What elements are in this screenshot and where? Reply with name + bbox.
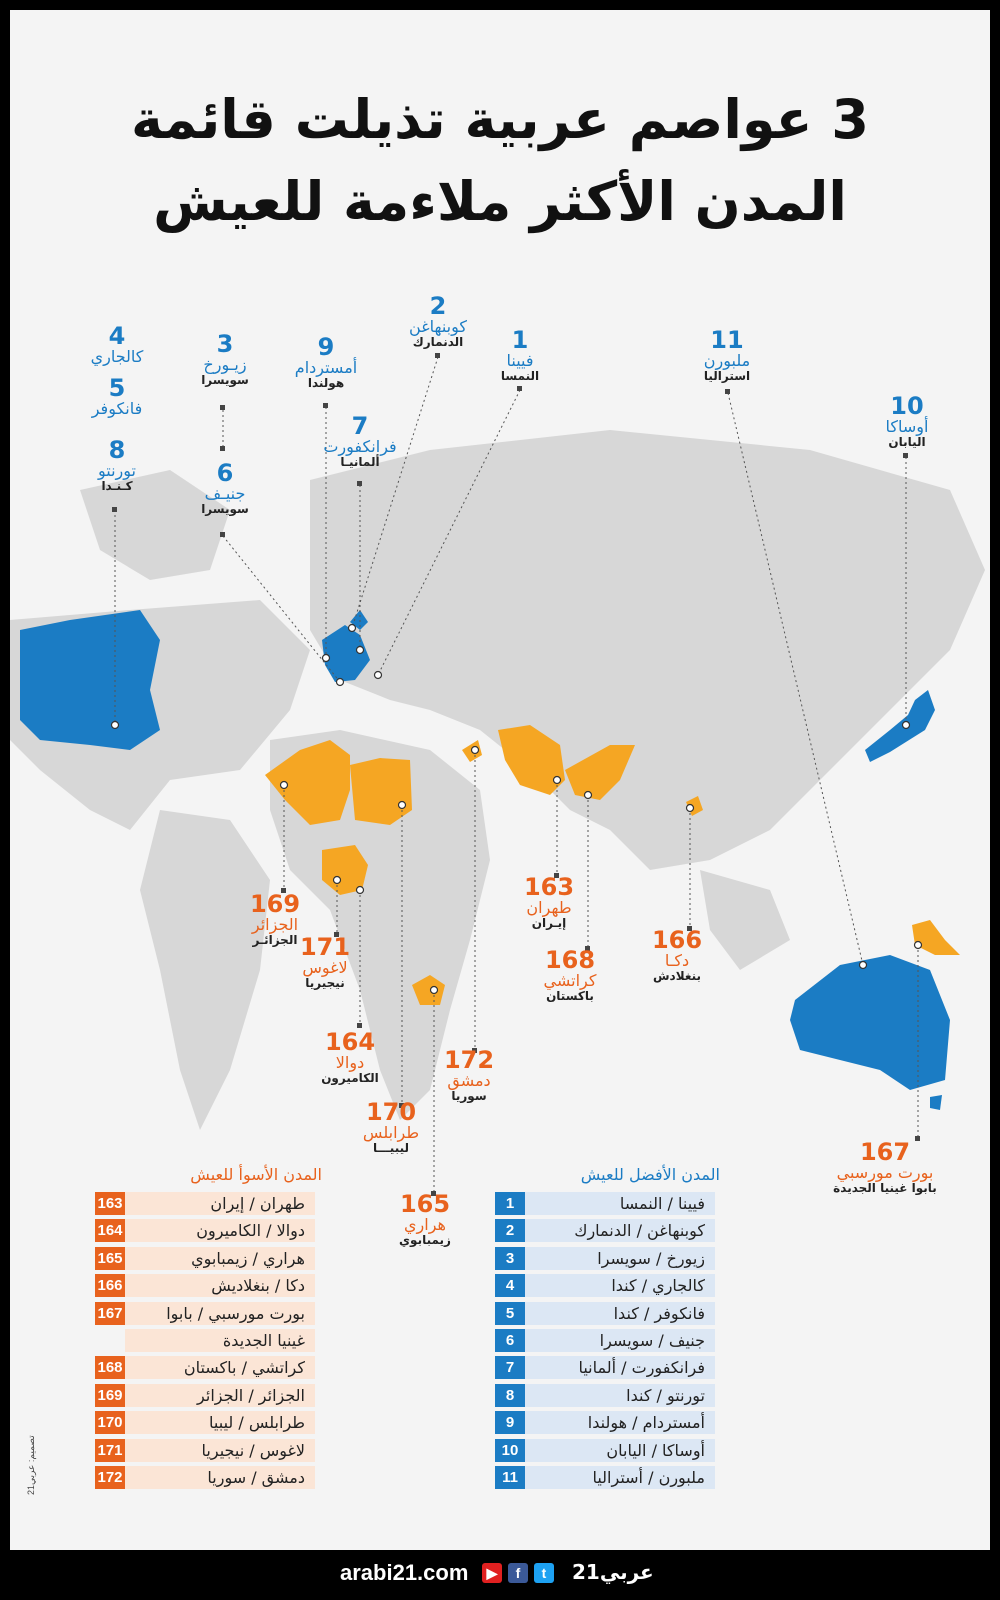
label-tripoli: 170 طرابلس ليبيـــا bbox=[362, 1098, 420, 1155]
arabi21-logo: عربي21 bbox=[572, 1560, 654, 1584]
row-rank: 10 bbox=[495, 1439, 525, 1462]
row-rank: 6 bbox=[495, 1329, 525, 1352]
label-amsterdam: 9 أمستردام هولندا bbox=[294, 333, 358, 390]
row-text: غينيا الجديدة bbox=[125, 1329, 315, 1352]
row-rank: 168 bbox=[95, 1356, 125, 1379]
label-lagos: 171 لاغوس نيجيريا bbox=[299, 933, 351, 990]
table-row bbox=[95, 1466, 315, 1489]
twitter-icon[interactable]: t bbox=[534, 1563, 554, 1583]
table-row bbox=[95, 1411, 315, 1434]
table-row bbox=[495, 1411, 715, 1434]
row-text: تورنتو / كندا bbox=[525, 1384, 715, 1407]
label-osaka: 10 أوساكا اليابان bbox=[885, 392, 929, 449]
label-karachi: 168 كراتشي باكستان bbox=[543, 946, 597, 1003]
row-text: فيينا / النمسا bbox=[525, 1192, 715, 1215]
row-rank: 7 bbox=[495, 1356, 525, 1379]
table-row bbox=[495, 1192, 715, 1215]
row-text: طرابلس / ليبيا bbox=[125, 1411, 315, 1434]
table-row bbox=[95, 1356, 315, 1379]
row-rank: 171 bbox=[95, 1439, 125, 1462]
label-harare: 165 هراري زيمبابوي bbox=[399, 1190, 451, 1247]
row-text: فانكوفر / كندا bbox=[525, 1302, 715, 1325]
label-algiers: 169 الجزائر الجزائـر bbox=[249, 890, 301, 947]
row-rank: 165 bbox=[95, 1247, 125, 1270]
table-row bbox=[495, 1439, 715, 1462]
row-rank: 172 bbox=[95, 1466, 125, 1489]
facebook-icon[interactable]: f bbox=[508, 1563, 528, 1583]
title-line-2: المدن الأكثر ملاءمة للعيش bbox=[153, 170, 847, 233]
label-vienna: 1 فيينا النمسا bbox=[500, 326, 540, 383]
table-row bbox=[495, 1384, 715, 1407]
site-url[interactable]: arabi21.com bbox=[340, 1560, 469, 1585]
row-rank: 1 bbox=[495, 1192, 525, 1215]
row-rank: 169 bbox=[95, 1384, 125, 1407]
infographic bbox=[10, 10, 990, 1550]
row-rank: 8 bbox=[495, 1384, 525, 1407]
row-rank: 170 bbox=[95, 1411, 125, 1434]
label-zurich: 3 زيـورخ سويسرا bbox=[201, 330, 249, 387]
table-row bbox=[95, 1302, 315, 1325]
table-row bbox=[495, 1247, 715, 1270]
label-geneva: 6 جنيـف سويسرا bbox=[201, 459, 249, 516]
row-rank: 5 bbox=[495, 1302, 525, 1325]
table-row bbox=[95, 1192, 315, 1215]
footer-bar bbox=[0, 1550, 1000, 1600]
label-calgary: 4 كالجاري bbox=[90, 322, 144, 367]
worst-list-title: المدن الأسوأ للعيش bbox=[190, 1165, 322, 1184]
row-text: كراتشي / باكستان bbox=[125, 1356, 315, 1379]
label-frankfurt: 7 فرانكفورت ألمانيـا bbox=[323, 412, 397, 469]
row-text: أوساكا / اليابان bbox=[525, 1439, 715, 1462]
row-rank bbox=[95, 1329, 125, 1352]
best-list-title: المدن الأفضل للعيش bbox=[580, 1165, 720, 1184]
row-text: ملبورن / أستراليا bbox=[525, 1466, 715, 1489]
table-row bbox=[495, 1274, 715, 1297]
label-melbourne: 11 ملبورن استراليا bbox=[703, 326, 751, 383]
row-text: دمشق / سوريا bbox=[125, 1466, 315, 1489]
table-row bbox=[95, 1219, 315, 1242]
table-row bbox=[495, 1356, 715, 1379]
row-rank: 167 bbox=[95, 1302, 125, 1325]
row-text: بورت مورسبي / بابوا bbox=[125, 1302, 315, 1325]
row-text: كوبنهاغن / الدنمارك bbox=[525, 1219, 715, 1242]
row-rank: 11 bbox=[495, 1466, 525, 1489]
table-row bbox=[95, 1439, 315, 1462]
youtube-icon[interactable]: ▶ bbox=[482, 1563, 502, 1583]
label-copenhagen: 2 كوبنهاغن الدنمارك bbox=[409, 292, 467, 349]
label-toronto: 8 تورنتو كـنـدا bbox=[98, 436, 136, 493]
label-damascus: 172 دمشق سوريا bbox=[443, 1046, 495, 1103]
table-row bbox=[495, 1302, 715, 1325]
table-row bbox=[95, 1274, 315, 1297]
title-line-1: 3 عواصم عربية تذيلت قائمة bbox=[131, 88, 869, 151]
table-row bbox=[95, 1329, 315, 1352]
row-rank: 2 bbox=[495, 1219, 525, 1242]
label-dhaka: 166 دكـا بنغلادش bbox=[651, 926, 703, 983]
row-text: جنيف / سويسرا bbox=[525, 1329, 715, 1352]
row-text: أمستردام / هولندا bbox=[525, 1411, 715, 1434]
design-credit: تصميم: عربي21 bbox=[26, 1435, 36, 1495]
label-port-moresby: 167 بورت مورسبي بابوا غينيا الجديدة bbox=[833, 1138, 937, 1195]
table-row bbox=[495, 1466, 715, 1489]
row-text: لاغوس / نيجيريا bbox=[125, 1439, 315, 1462]
row-text: طهران / إيران bbox=[125, 1192, 315, 1215]
row-rank: 9 bbox=[495, 1411, 525, 1434]
row-text: فرانكفورت / ألمانيا bbox=[525, 1356, 715, 1379]
row-rank: 166 bbox=[95, 1274, 125, 1297]
row-text: هراري / زيمبابوي bbox=[125, 1247, 315, 1270]
row-rank: 4 bbox=[495, 1274, 525, 1297]
row-rank: 163 bbox=[95, 1192, 125, 1215]
row-rank: 3 bbox=[495, 1247, 525, 1270]
table-row bbox=[95, 1247, 315, 1270]
row-text: دكا / بنغلاديش bbox=[125, 1274, 315, 1297]
row-text: زيورخ / سويسرا bbox=[525, 1247, 715, 1270]
table-row bbox=[95, 1384, 315, 1407]
row-text: الجزائر / الجزائر bbox=[125, 1384, 315, 1407]
row-text: كالجاري / كندا bbox=[525, 1274, 715, 1297]
row-rank: 164 bbox=[95, 1219, 125, 1242]
row-text: دوالا / الكاميرون bbox=[125, 1219, 315, 1242]
label-vancouver: 5 فانكوفر bbox=[91, 374, 143, 419]
table-row bbox=[495, 1219, 715, 1242]
label-tehran: 163 طهران إيـران bbox=[523, 873, 575, 930]
table-row bbox=[495, 1329, 715, 1352]
label-douala: 164 دوالا الكاميرون bbox=[321, 1028, 379, 1085]
